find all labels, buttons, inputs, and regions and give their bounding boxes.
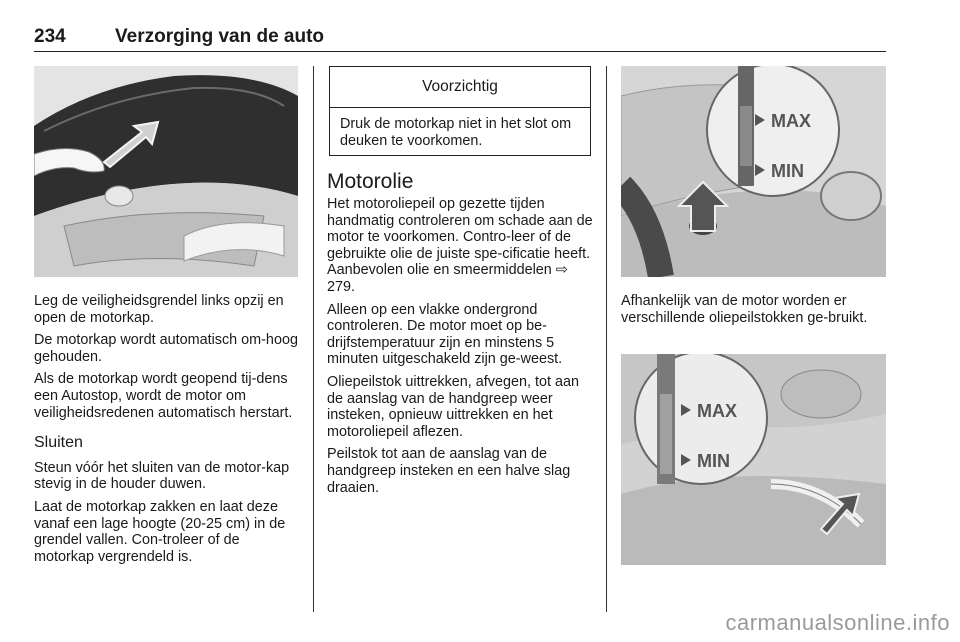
min-label-2: MIN xyxy=(697,451,730,471)
paragraph: Laat de motorkap zakken en laat deze vanaf een lage hoogte (20-25 cm) in de grendel vallen. Con-troleer of de motorkap vergrendeld is. xyxy=(34,498,286,565)
paragraph: Oliepeilstok uittrekken, afvegen, tot aan de aanslag van de handgreep weer insteken, opnieuw uittrekken en het motoroliepeil aflezen. xyxy=(327,373,579,440)
column-divider-right xyxy=(606,66,607,612)
paragraph: Peilstok tot aan de aanslag van de handgreep insteken en een halve slag draaien. xyxy=(327,446,571,496)
page-reference-icon[interactable]: ⇨ xyxy=(555,262,568,279)
paragraph xyxy=(327,196,593,296)
section-heading-sluiten: Sluiten xyxy=(34,434,83,452)
page-header xyxy=(34,26,886,52)
watermark: carmanualsonline.info xyxy=(725,610,950,635)
max-label-2: MAX xyxy=(697,401,737,421)
caution-box xyxy=(329,66,591,156)
middle-column-text xyxy=(327,170,593,502)
hood-illustration xyxy=(34,66,298,277)
header-rule xyxy=(34,51,886,52)
paragraph: Steun vóór het sluiten van de motor-kap stevig in de houder duwen. xyxy=(34,459,290,493)
left-column-text xyxy=(34,293,300,571)
paragraph: De motorkap wordt automatisch om-hoog gehouden. xyxy=(34,332,298,365)
min-label: MIN xyxy=(771,161,804,181)
caution-text: Druk de motorkap niet in het slot om deuken te voorkomen. xyxy=(340,116,572,149)
page-reference[interactable]: 279. xyxy=(327,278,356,295)
caption: Afhankelijk van de motor worden er verschillende oliepeilstokken ge-bruikt. xyxy=(621,293,868,326)
page-number: 234 xyxy=(34,26,66,47)
paragraph: Als de motorkap wordt geopend tij-dens een Autostop, wordt de motor om veiligheidsredenen automatisch herstart. xyxy=(34,371,293,421)
paragraph: Leg de veiligheidsgrendel links opzij en open de motorkap. xyxy=(34,293,284,326)
max-label: MAX xyxy=(771,111,811,131)
column-divider-left xyxy=(313,66,314,612)
paragraph: Alleen op een vlakke ondergrond controleren. De motor moet op be-drijfstemperatuur zijn en minstens 5 minuten uitgeschakeld zijn ge-weest. xyxy=(327,301,563,368)
section-heading-motorolie: Motorolie xyxy=(327,170,414,193)
dipstick-illustration-2 xyxy=(621,354,886,565)
dipstick-illustration-1 xyxy=(621,66,886,277)
paragraph-text: Het motoroliepeil op gezette tijden handmatig controleren om schade aan de motor te voorkomen. Contro-leer of de gebruikte olie de juiste spe-cificatie heeft. Aanbevolen olie en smeermiddelen xyxy=(327,196,593,279)
caution-title: Voorzichtig xyxy=(330,67,590,108)
right-caption xyxy=(621,293,887,332)
page-title: Verzorging van de auto xyxy=(115,26,325,47)
